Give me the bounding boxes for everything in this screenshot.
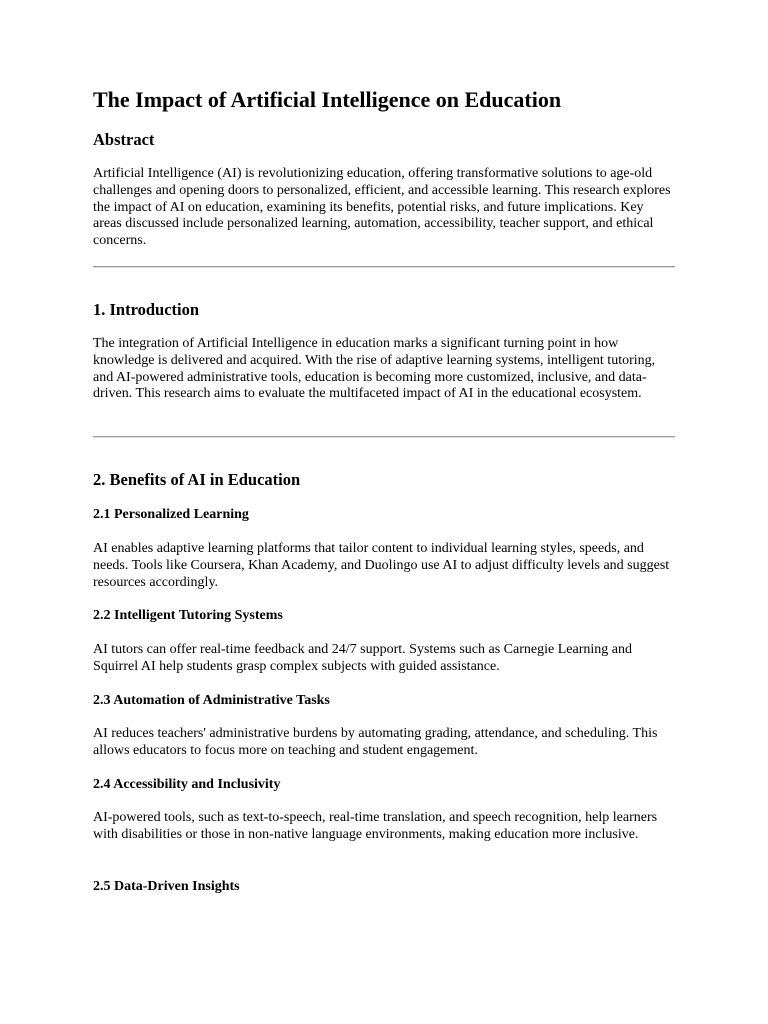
subsection-heading-accessibility: 2.4 Accessibility and Inclusivity	[93, 777, 281, 792]
subsection-text-automation: AI reduces teachers' administrative burdens by automating grading, attendance, and scheduling. This allows educators to focus more on teaching and student engagement.	[93, 726, 658, 758]
introduction-text: The integration of Artificial Intelligence in education marks a significant turning point in how knowledge is delivered and acquired. With the rise of adaptive learning systems, intelligent tutoring, and AI-powered administrative tools, education is becoming more customized, inclusive, and data-driven. This research aims to evaluate the multifaceted impact of AI in the educational ecosystem.	[93, 336, 656, 402]
subsection-text-intelligent-tutoring: AI tutors can offer real-time feedback and 24/7 support. Systems such as Carnegie Learning and Squirrel AI help students grasp complex subjects with guided assistance.	[93, 642, 632, 674]
subsection-heading-personalized-learning: 2.1 Personalized Learning	[93, 507, 249, 522]
subsection-heading-intelligent-tutoring: 2.2 Intelligent Tutoring Systems	[93, 608, 283, 623]
abstract-heading: Abstract	[93, 130, 155, 149]
abstract-text: Artificial Intelligence (AI) is revolutionizing education, offering transformative solutions to age-old challenges and opening doors to personalized, efficient, and accessible learning. This research explores the impact of AI on education, examining its benefits, potential risks, and future implications. Key areas discussed include personalized learning, automation, accessibility, teacher support, and ethical concerns.	[93, 166, 671, 249]
subsection-text-personalized-learning: AI enables adaptive learning platforms that tailor content to individual learning styles, speeds, and needs. Tools like Coursera, Khan Academy, and Duolingo use AI to adjust difficulty levels and suggest resources accordingly.	[93, 541, 670, 590]
subsection-heading-automation: 2.3 Automation of Administrative Tasks	[93, 693, 330, 708]
benefits-heading: 2. Benefits of AI in Education	[93, 470, 301, 489]
subsection-text-accessibility: AI-powered tools, such as text-to-speech, real-time translation, and speech recognition, help learners with disabilities or those in non-native language environments, making education more inclusive.	[93, 810, 658, 842]
subsection-heading-data-driven-insights: 2.5 Data-Driven Insights	[93, 879, 240, 894]
section-divider	[93, 266, 675, 268]
document-title: The Impact of Artificial Intelligence on Education	[93, 87, 562, 112]
introduction-heading: 1. Introduction	[93, 300, 200, 319]
section-divider	[93, 436, 675, 438]
